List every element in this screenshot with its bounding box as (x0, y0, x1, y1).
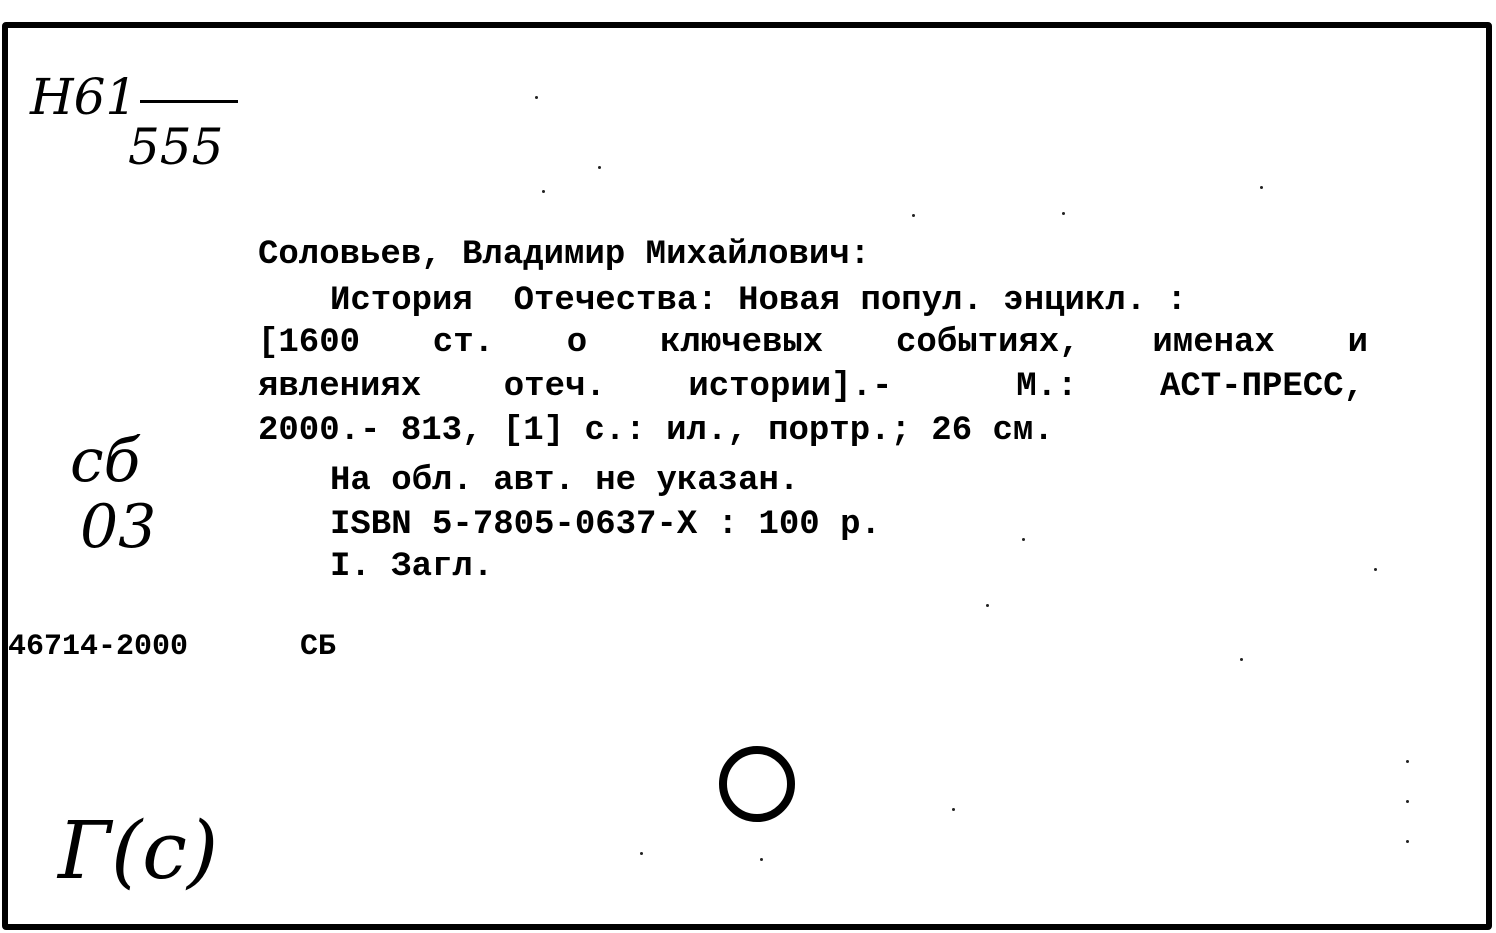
handwritten-gc: Г(с) (58, 804, 219, 897)
title-line-2: [1600 ст. о ключевых событиях, именах и (258, 324, 1368, 362)
note-line: На обл. авт. не указан. (330, 462, 800, 500)
scan-speck (986, 604, 989, 607)
handwritten-sb: сб (70, 426, 141, 496)
scan-speck (640, 852, 643, 855)
isbn-line: ISBN 5-7805-0637-X : 100 р. (330, 506, 881, 544)
title-line-3: явлениях отеч. истории].- М.: АСТ-ПРЕСС, (258, 368, 1364, 406)
scan-speck (542, 190, 545, 193)
scan-speck (952, 808, 955, 811)
author-heading: Соловьев, Владимир Михайлович: (258, 236, 871, 274)
card-number: 46714-2000 (8, 630, 189, 664)
scan-speck (1260, 186, 1263, 189)
scan-speck (535, 96, 538, 99)
scan-speck (1062, 212, 1065, 215)
title-line-4: 2000.- 813, [1] с.: ил., портр.; 26 см. (258, 412, 1054, 450)
call-number-bottom: 555 (128, 118, 224, 176)
call-number-divider (140, 100, 238, 103)
scan-speck (1406, 800, 1409, 803)
card-hole (719, 746, 795, 822)
title-line-1: История Отечества: Новая попул. энцикл. : (330, 282, 1187, 320)
scan-speck (760, 858, 763, 861)
scan-speck (598, 166, 601, 169)
card-code: СБ (300, 630, 337, 664)
handwritten-03: 03 (80, 492, 157, 562)
scan-speck (1022, 538, 1025, 541)
scan-speck (912, 214, 915, 217)
scan-speck (1374, 568, 1377, 571)
subject-entry: I. Загл. (330, 548, 494, 586)
call-number-top: Н61 (30, 68, 138, 126)
scan-speck (1406, 760, 1409, 763)
scan-speck (1240, 658, 1243, 661)
scan-speck (1406, 840, 1409, 843)
